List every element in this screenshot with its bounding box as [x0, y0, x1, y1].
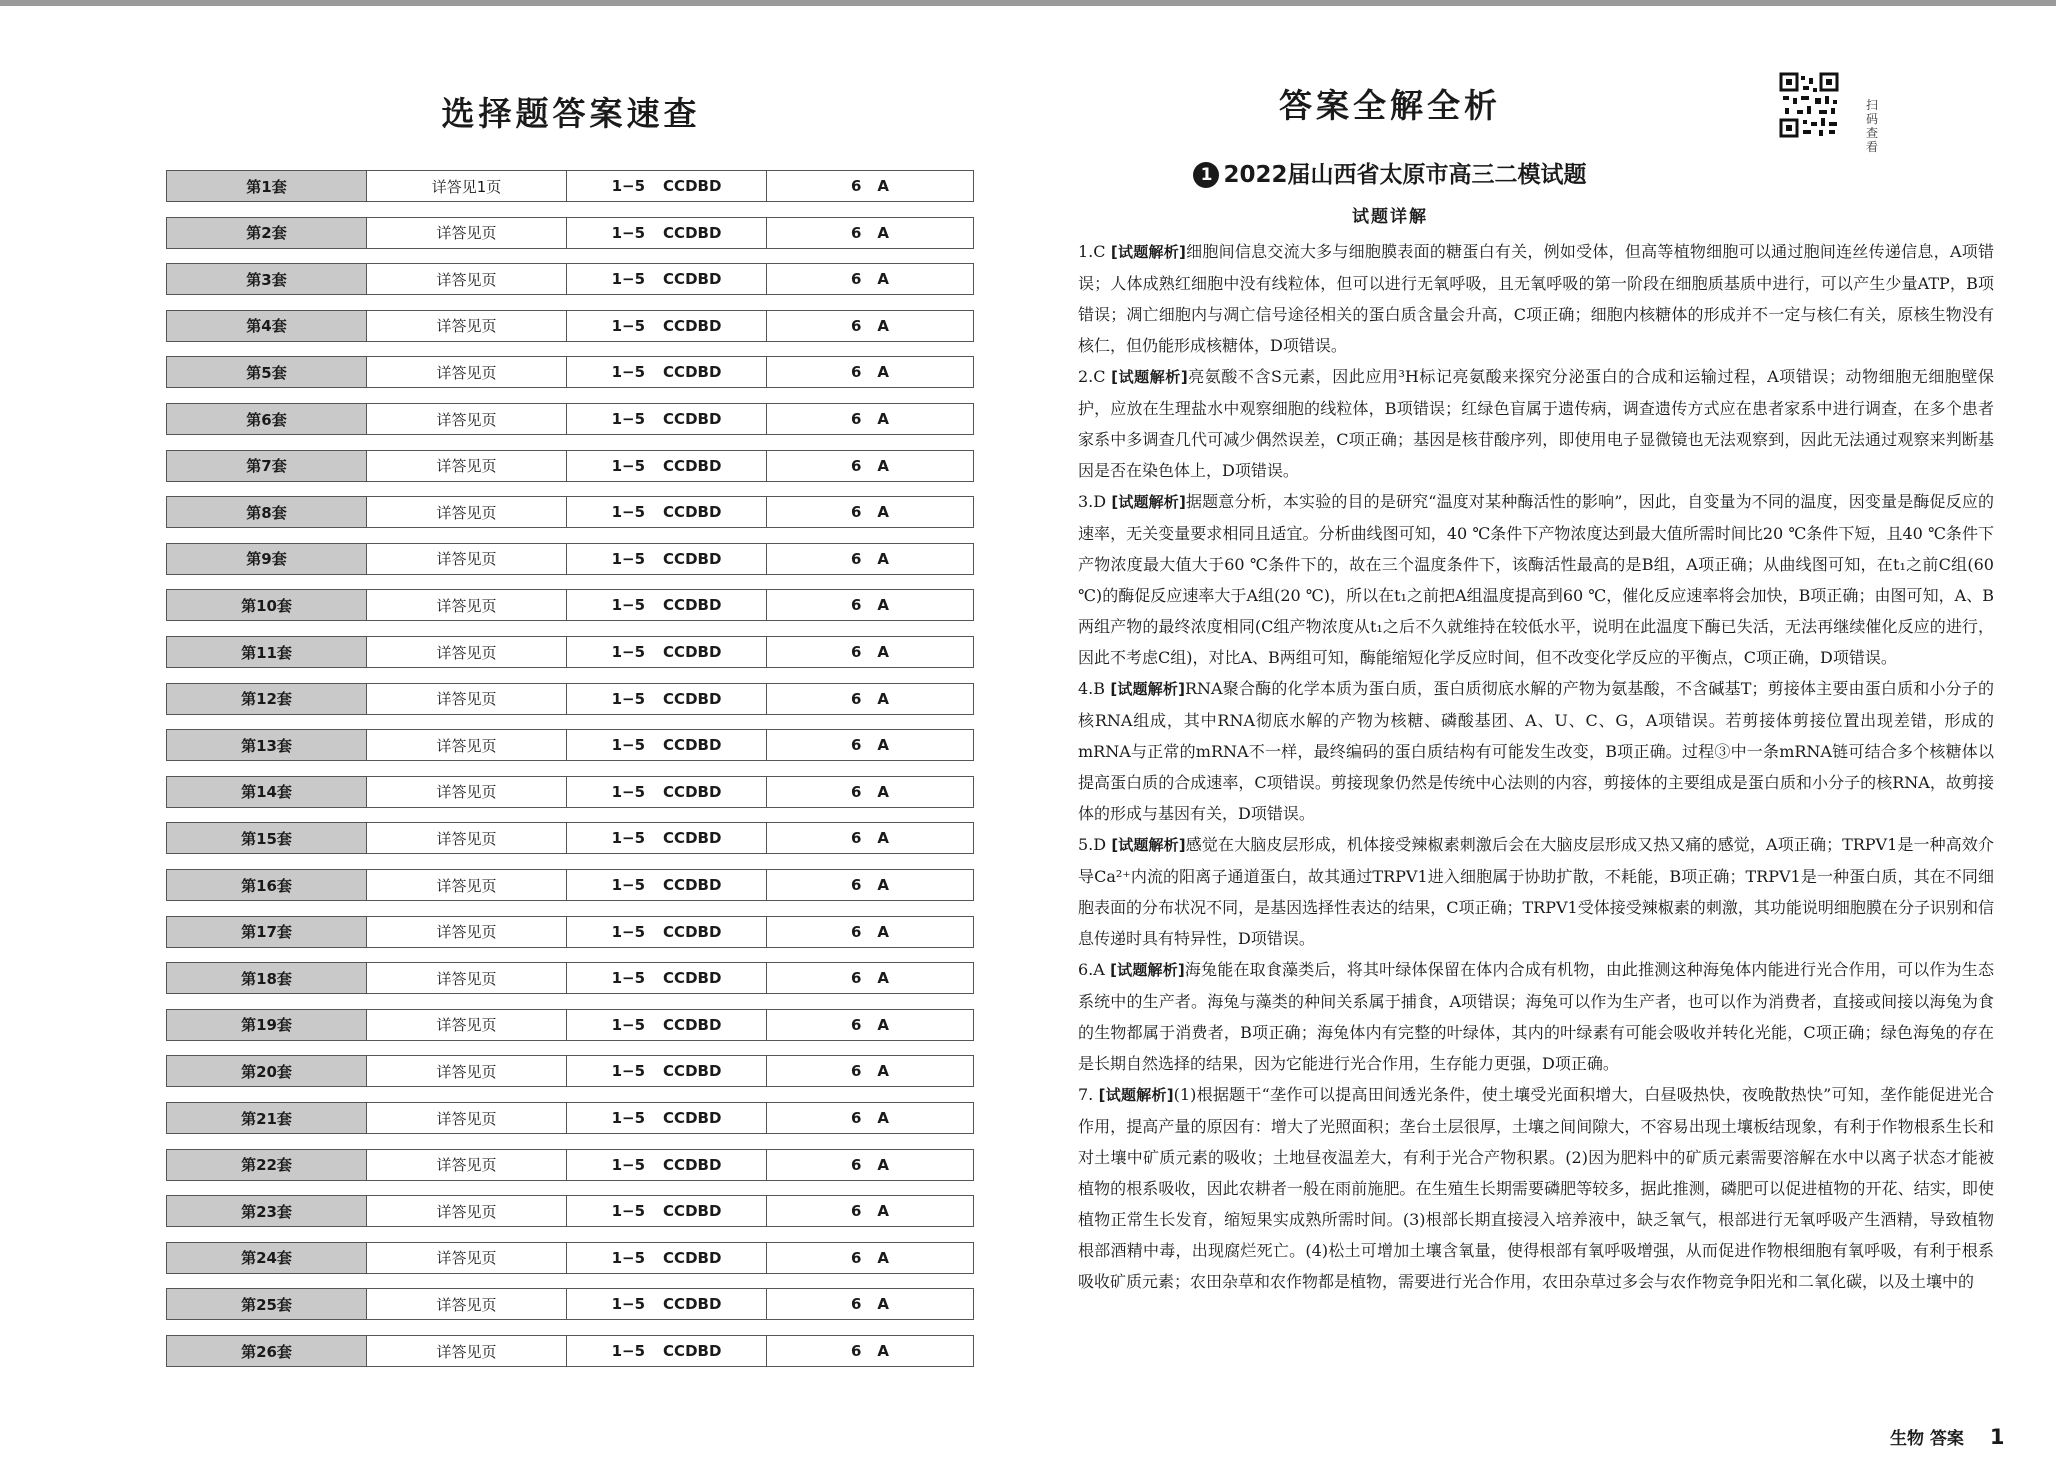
top-border	[0, 0, 2056, 6]
answer-codes: CCDBD	[663, 689, 722, 708]
set-label: 第22套	[167, 1150, 367, 1180]
answer-letter: A	[877, 736, 890, 755]
detail-reference: 详答见页	[367, 823, 567, 853]
answers-1-5	[567, 1289, 767, 1319]
answer-6	[767, 357, 973, 387]
analysis-tag: [试题解析]	[1110, 243, 1186, 261]
answer-row	[166, 1288, 974, 1320]
question-number: 6	[850, 410, 862, 428]
question-range: 1−5	[611, 876, 646, 894]
set-label: 第8套	[167, 497, 367, 527]
answer-letter: A	[877, 549, 890, 568]
set-label: 第15套	[167, 823, 367, 853]
answer-codes: CCDBD	[663, 1202, 722, 1221]
detail-reference: 详答见页	[367, 637, 567, 667]
answers-1-5	[567, 1056, 767, 1086]
answer-6	[767, 1103, 973, 1133]
answer-codes: CCDBD	[663, 1155, 722, 1174]
set-label: 第1套	[167, 171, 367, 201]
analysis-tag: [试题解析]	[1110, 680, 1185, 698]
answer-number: 5.D	[1078, 835, 1107, 854]
answer-row	[166, 263, 974, 295]
answer-letter: A	[877, 456, 890, 475]
answer-item	[1078, 236, 1994, 361]
answer-6	[767, 590, 973, 620]
answer-letter: A	[877, 316, 890, 335]
answers-1-5	[567, 218, 767, 248]
answer-letter: A	[877, 969, 890, 988]
question-range: 1−5	[611, 503, 646, 522]
answer-text: 据题意分析，本实验的目的是研究“温度对某种酶活性的影响”，因此，自变量为不同的温度，因变量是酶促反应的速率，无关变量要求相同且适宜。分析曲线图可知，40 ℃条件下产物浓度达到最大值所需时间比20 ℃条件下短，且40 ℃条件下产物浓度最大值大于60 ℃条件下的，故在三个温度条件下，该酶活性最高的是B组，A项正确；从曲线图可知，在t₁之前C组(60 ℃)的酶促反应速率大于A组(20 ℃)，所以在t₁之前把A组温度提高到60 ℃，催化反应速率将会加快，B项正确；由图可知，A、B两组产物的最终浓度相同(C组产物浓度从t₁之后不久就维持在较低水平，说明在此温度下酶已失活，无法再继续催化反应的进行，因此不考虑C组)，对比A、B两组可知，酶能缩短化学反应时间，但不改变化学反应的平衡点，C项正确，D项错误。	[1078, 492, 1994, 667]
question-number: 6	[850, 969, 862, 988]
answer-letter: A	[877, 689, 890, 708]
question-range: 1−5	[611, 1295, 646, 1314]
answers-1-5	[567, 917, 767, 947]
question-number: 6	[850, 596, 862, 615]
answer-6	[767, 963, 973, 993]
answer-codes: CCDBD	[663, 969, 722, 988]
question-number: 6	[850, 1062, 862, 1081]
answer-item	[1078, 829, 1994, 954]
question-range: 1−5	[611, 456, 646, 475]
question-number: 6	[850, 456, 862, 475]
answer-letter: A	[877, 363, 890, 382]
detail-reference: 详答见页	[367, 1196, 567, 1226]
question-number: 6	[850, 1202, 862, 1221]
answer-letter: A	[877, 643, 890, 661]
question-range: 1−5	[611, 1248, 646, 1267]
answers-1-5	[567, 451, 767, 481]
exam-title-text: 2022届山西省太原市高三二模试题	[1223, 162, 1587, 188]
answer-codes: CCDBD	[663, 1109, 722, 1127]
answer-row	[166, 822, 974, 854]
answer-row	[166, 869, 974, 901]
question-range: 1−5	[611, 410, 646, 428]
question-range: 1−5	[611, 782, 646, 801]
answer-row	[166, 1009, 974, 1041]
answer-row	[166, 683, 974, 715]
detail-reference: 详答见页	[367, 777, 567, 807]
answer-letter: A	[877, 1109, 890, 1127]
detail-reference: 详答见页	[367, 1010, 567, 1040]
answer-codes: CCDBD	[663, 829, 722, 848]
answer-6	[767, 730, 973, 760]
question-number: 6	[850, 1295, 862, 1314]
answer-letter: A	[877, 270, 890, 289]
set-label: 第20套	[167, 1056, 367, 1086]
answer-codes: CCDBD	[663, 503, 722, 522]
set-label: 第7套	[167, 451, 367, 481]
answer-item	[1078, 486, 1994, 673]
question-range: 1−5	[611, 363, 646, 382]
question-range: 1−5	[611, 922, 646, 941]
answer-codes: CCDBD	[663, 1248, 722, 1267]
answers-1-5	[567, 590, 767, 620]
answers-1-5	[567, 963, 767, 993]
answer-6	[767, 218, 973, 248]
detail-reference: 详答见页	[367, 404, 567, 434]
question-number: 6	[850, 1342, 862, 1360]
answer-row	[166, 403, 974, 435]
question-range: 1−5	[611, 1342, 646, 1360]
answer-row	[166, 356, 974, 388]
answer-codes: CCDBD	[663, 410, 722, 428]
answer-codes: CCDBD	[663, 363, 722, 382]
detail-reference: 详答见页	[367, 590, 567, 620]
answer-codes: CCDBD	[663, 456, 722, 475]
answers-1-5	[567, 497, 767, 527]
question-range: 1−5	[611, 270, 646, 289]
answer-number: 7.	[1078, 1085, 1094, 1104]
answer-6	[767, 544, 973, 574]
exam-number-badge: 1	[1193, 162, 1219, 188]
answer-letter: A	[877, 1015, 890, 1034]
question-range: 1−5	[611, 1109, 646, 1127]
exam-title	[1060, 156, 1720, 189]
detail-reference: 详答见页	[367, 264, 567, 294]
question-range: 1−5	[611, 736, 646, 755]
answer-letter: A	[877, 596, 890, 615]
analysis-tag: [试题解析]	[1111, 836, 1186, 854]
question-number: 6	[850, 643, 862, 661]
answer-6	[767, 497, 973, 527]
answer-letter: A	[877, 782, 890, 801]
answer-row	[166, 636, 974, 668]
answer-text: 亮氨酸不含S元素，因此应用³H标记亮氨酸来探究分泌蛋白的合成和运输过程，A项错误；动物细胞无细胞壁保护，应放在生理盐水中观察细胞的线粒体，B项错误；红绿色盲属于遗传病，调查遗传方式应在患者家系中进行调查，在多个患者家系中多调查几代可减少偶然误差，C项正确；基因是核苷酸序列，即使用电子显微镜也无法观察到，因此无法通过观察来判断基因是否在染色体上，D项错误。	[1078, 367, 1994, 480]
answer-text: (1)根据题干“垄作可以提高田间透光条件，使土壤受光面积增大，白昼吸热快，夜晚散热快”可知，垄作能促进光合作用，提高产量的原因有：增大了光照面积；垄台土层很厚，土壤之间间隙大，不容易出现土壤板结现象，有利于作物根系生长和对土壤中矿质元素的吸收；土地昼夜温差大，有利于光合产物积累。(2)因为肥料中的矿质元素需要溶解在水中以离子状态才能被植物的根系吸收，因此农耕者一般在雨前施肥。在生殖生长期需要磷肥等较多，据此推测，磷肥可以促进植物的开花、结实，即使植物正常生长发育，缩短果实成熟所需时间。(3)根部长期直接浸入培养液中，缺乏氧气，根部进行无氧呼吸产生酒精，导致植物根部酒精中毒，出现腐烂死亡。(4)松土可增加土壤含氧量，使得根部有氧呼吸增强，从而促进作物根细胞有氧呼吸，有利于根系吸收矿质元素；农田杂草和农作物都是植物，需要进行光合作用，农田杂草过多会与农作物竞争阳光和二氧化碳，以及土壤中的	[1078, 1085, 1994, 1291]
answer-letter: A	[877, 177, 890, 195]
answer-row	[166, 1335, 974, 1367]
question-range: 1−5	[611, 643, 646, 661]
answer-text: 细胞间信息交流大多与细胞膜表面的糖蛋白有关，例如受体，但高等植物细胞可以通过胞间连丝传递信息，A项错误；人体成熟红细胞中没有线粒体，但可以进行无氧呼吸，且无氧呼吸的第一阶段在细胞质基质中进行，可以产生少量ATP，B项错误；凋亡细胞内与凋亡信号途径相关的蛋白质含量会升高，C项正确；细胞内核糖体的形成并不一定与核仁有关，原核生物没有核仁，但仍能形成核糖体，D项错误。	[1078, 242, 1994, 355]
answer-letter: A	[877, 1342, 890, 1360]
answer-letter: A	[877, 876, 890, 894]
answer-letter: A	[877, 223, 890, 242]
detail-reference: 详答见页	[367, 218, 567, 248]
analysis-title: 答案全解全析	[1279, 86, 1501, 125]
detail-reference: 详答见页	[367, 1103, 567, 1133]
question-number: 6	[850, 829, 862, 848]
answer-codes: CCDBD	[663, 782, 722, 801]
answer-codes: CCDBD	[663, 876, 722, 894]
answer-6	[767, 777, 973, 807]
answer-row	[166, 543, 974, 575]
answer-row	[166, 1055, 974, 1087]
qr-label: 扫码查看	[1866, 98, 1879, 154]
question-range: 1−5	[611, 689, 646, 708]
detail-reference: 详答见1页	[367, 171, 567, 201]
answers-1-5	[567, 777, 767, 807]
question-range: 1−5	[611, 829, 646, 848]
answers-1-5	[567, 730, 767, 760]
answer-codes: CCDBD	[663, 1015, 722, 1034]
answer-text: RNA聚合酶的化学本质为蛋白质，蛋白质彻底水解的产物为氨基酸，不含碱基T；剪接体主要由蛋白质和小分子的核RNA组成，其中RNA彻底水解的产物为核糖、磷酸基团、A、U、C、G，A项错误。若剪接体剪接位置出现差错，形成的mRNA与正常的mRNA不一样，最终编码的蛋白质结构有可能发生改变，B项正确。过程③中一条mRNA链可结合多个核糖体以提高蛋白质的合成速率，C项错误。剪接现象仍然是传统中心法则的内容，剪接体的主要组成是蛋白质和小分子的核RNA，故剪接体的形成与基因有关，D项错误。	[1078, 679, 1995, 823]
set-label: 第11套	[167, 637, 367, 667]
answer-6	[767, 311, 973, 341]
answer-codes: CCDBD	[663, 316, 722, 335]
detail-reference: 详答见页	[367, 1150, 567, 1180]
answer-6	[767, 264, 973, 294]
answer-number: 4.B	[1078, 679, 1106, 698]
detail-reference: 详答见页	[367, 917, 567, 947]
question-range: 1−5	[611, 1015, 646, 1034]
set-label: 第3套	[167, 264, 367, 294]
answer-codes: CCDBD	[663, 922, 722, 941]
question-range: 1−5	[611, 549, 646, 568]
answer-row	[166, 496, 974, 528]
answer-6	[767, 1056, 973, 1086]
question-number: 6	[850, 549, 862, 568]
answer-6	[767, 171, 973, 201]
question-number: 6	[850, 1155, 862, 1174]
answer-6	[767, 917, 973, 947]
answer-letter: A	[877, 1248, 890, 1267]
answer-row	[166, 1102, 974, 1134]
answer-6	[767, 404, 973, 434]
set-label: 第4套	[167, 311, 367, 341]
detail-reference: 详答见页	[367, 1336, 567, 1366]
detail-reference: 详答见页	[367, 1243, 567, 1273]
analysis-tag: [试题解析]	[1098, 1086, 1174, 1104]
detail-reference: 详答见页	[367, 357, 567, 387]
analysis-tag: [试题解析]	[1111, 368, 1188, 386]
page-footer	[1890, 1424, 2004, 1449]
answer-row	[166, 170, 974, 202]
question-range: 1−5	[611, 1202, 646, 1221]
answer-6	[767, 637, 973, 667]
answers-1-5	[567, 1243, 767, 1273]
answers-1-5	[567, 171, 767, 201]
question-number: 6	[850, 782, 862, 801]
set-label: 第5套	[167, 357, 367, 387]
detail-reference: 详答见页	[367, 311, 567, 341]
set-label: 第6套	[167, 404, 367, 434]
answer-letter: A	[877, 1155, 890, 1174]
question-range: 1−5	[611, 223, 646, 242]
answer-codes: CCDBD	[663, 643, 722, 661]
question-number: 6	[850, 316, 862, 335]
answers-1-5	[567, 1336, 767, 1366]
question-range: 1−5	[611, 969, 646, 988]
answer-6	[767, 684, 973, 714]
answer-6	[767, 1150, 973, 1180]
answer-item	[1078, 1079, 1994, 1297]
answer-letter: A	[877, 1062, 890, 1081]
answer-row	[166, 1195, 974, 1227]
question-number: 6	[850, 876, 862, 894]
answers-1-5	[567, 1196, 767, 1226]
answer-analysis-list	[1078, 236, 1994, 1297]
detail-reference: 详答见页	[367, 1056, 567, 1086]
answer-6	[767, 1196, 973, 1226]
question-number: 6	[850, 1248, 862, 1267]
answer-codes: CCDBD	[663, 177, 722, 195]
set-label: 第24套	[167, 1243, 367, 1273]
question-number: 6	[850, 689, 862, 708]
question-number: 6	[850, 363, 862, 382]
answer-row	[166, 1242, 974, 1274]
detail-reference: 详答见页	[367, 1289, 567, 1319]
answers-1-5	[567, 1103, 767, 1133]
detail-reference: 详答见页	[367, 684, 567, 714]
set-label: 第26套	[167, 1336, 367, 1366]
answers-1-5	[567, 823, 767, 853]
answers-1-5	[567, 1010, 767, 1040]
answer-6	[767, 1289, 973, 1319]
detail-reference: 详答见页	[367, 730, 567, 760]
qr-code-icon	[1775, 70, 1861, 142]
answer-text: 海兔能在取食藻类后，将其叶绿体保留在体内合成有机物，由此推测这种海兔体内能进行光合作用，可以作为生态系统中的生产者。海兔与藻类的种间关系属于捕食，A项错误；海兔可以作为生产者，也可以作为消费者，直接或间接以海兔为食的生物都属于消费者，B项正确；海兔体内有完整的叶绿体，其内的叶绿素有可能会吸收并转化光能，C项正确；绿色海兔的存在是长期自然选择的结果，因为它能进行光合作用，生存能力更强，D项正确。	[1078, 960, 1994, 1073]
set-label: 第2套	[167, 218, 367, 248]
set-label: 第23套	[167, 1196, 367, 1226]
question-range: 1−5	[611, 177, 646, 195]
answer-letter: A	[877, 922, 890, 941]
answer-letter: A	[877, 1295, 890, 1314]
question-number: 6	[850, 1109, 862, 1127]
answers-1-5	[567, 637, 767, 667]
answer-6	[767, 451, 973, 481]
footer-subject: 生物	[1890, 1429, 1924, 1449]
question-number: 6	[850, 922, 862, 941]
question-number: 6	[850, 1015, 862, 1034]
answer-6	[767, 1243, 973, 1273]
section-title: 试题详解	[1352, 207, 1428, 227]
answer-6	[767, 1336, 973, 1366]
answer-codes: CCDBD	[663, 1062, 722, 1081]
answer-row	[166, 729, 974, 761]
detail-reference: 详答见页	[367, 451, 567, 481]
set-label: 第17套	[167, 917, 367, 947]
answer-text: 感觉在大脑皮层形成，机体接受辣椒素刺激后会在大脑皮层形成又热又痛的感觉，A项正确；TRPV1是一种高效介导Ca²⁺内流的阳离子通道蛋白，故其通过TRPV1进入细胞属于协助扩散，不耗能，B项正确；TRPV1是一种蛋白质，其在不同细胞表面的分布状况不同，是基因选择性表达的结果，C项正确；TRPV1受体接受辣椒素的刺激，其功能说明细胞膜在分子识别和信息传递时具有特异性，D项错误。	[1078, 835, 1994, 948]
answer-6	[767, 823, 973, 853]
question-number: 6	[850, 503, 862, 522]
question-number: 6	[850, 270, 862, 289]
set-label: 第14套	[167, 777, 367, 807]
question-number: 6	[850, 177, 862, 195]
answers-1-5	[567, 357, 767, 387]
answer-row	[166, 962, 974, 994]
answer-row	[166, 217, 974, 249]
page-number: 1	[1989, 1425, 2005, 1449]
answer-letter: A	[877, 410, 890, 428]
set-label: 第18套	[167, 963, 367, 993]
answer-codes: CCDBD	[663, 270, 722, 289]
answers-1-5	[567, 1150, 767, 1180]
analysis-tag: [试题解析]	[1111, 493, 1186, 511]
set-label: 第21套	[167, 1103, 367, 1133]
set-label: 第13套	[167, 730, 367, 760]
answers-1-5	[567, 870, 767, 900]
question-number: 6	[850, 736, 862, 755]
answers-1-5	[567, 311, 767, 341]
footer-label: 答案	[1929, 1429, 1964, 1449]
answers-1-5	[567, 684, 767, 714]
question-range: 1−5	[611, 1155, 646, 1174]
answer-6	[767, 1010, 973, 1040]
answer-codes: CCDBD	[663, 736, 722, 755]
answer-row	[166, 776, 974, 808]
answer-codes: CCDBD	[663, 549, 722, 568]
answer-number: 2.C	[1078, 367, 1106, 386]
answer-codes: CCDBD	[663, 1295, 722, 1314]
analysis-tag: [试题解析]	[1110, 961, 1185, 979]
answer-letter: A	[877, 1202, 890, 1221]
answer-codes: CCDBD	[663, 223, 722, 242]
question-range: 1−5	[611, 1062, 646, 1081]
set-label: 第16套	[167, 870, 367, 900]
answer-number: 3.D	[1078, 492, 1107, 511]
answer-row	[166, 589, 974, 621]
answer-codes: CCDBD	[663, 596, 722, 615]
set-label: 第10套	[167, 590, 367, 620]
detail-reference: 详答见页	[367, 497, 567, 527]
answer-item	[1078, 361, 1994, 486]
detail-reference: 详答见页	[367, 870, 567, 900]
set-label: 第12套	[167, 684, 367, 714]
answer-letter: A	[877, 503, 890, 522]
answers-1-5	[567, 264, 767, 294]
set-label: 第25套	[167, 1289, 367, 1319]
detail-reference: 详答见页	[367, 963, 567, 993]
question-range: 1−5	[611, 596, 646, 615]
answer-row	[166, 1149, 974, 1181]
question-number: 6	[850, 223, 862, 242]
answer-row	[166, 310, 974, 342]
answer-item	[1078, 954, 1994, 1079]
answers-1-5	[567, 404, 767, 434]
answer-letter: A	[877, 829, 890, 848]
answer-codes: CCDBD	[663, 1342, 722, 1360]
answer-row	[166, 916, 974, 948]
set-label: 第9套	[167, 544, 367, 574]
answer-number: 6.A	[1078, 960, 1105, 979]
answer-number: 1.C	[1078, 242, 1106, 261]
answer-6	[767, 870, 973, 900]
answer-row	[166, 450, 974, 482]
set-label: 第19套	[167, 1010, 367, 1040]
answer-item	[1078, 673, 1994, 829]
quick-answer-title: 选择题答案速查	[441, 94, 701, 133]
question-range: 1−5	[611, 316, 646, 335]
detail-reference: 详答见页	[367, 544, 567, 574]
answers-1-5	[567, 544, 767, 574]
